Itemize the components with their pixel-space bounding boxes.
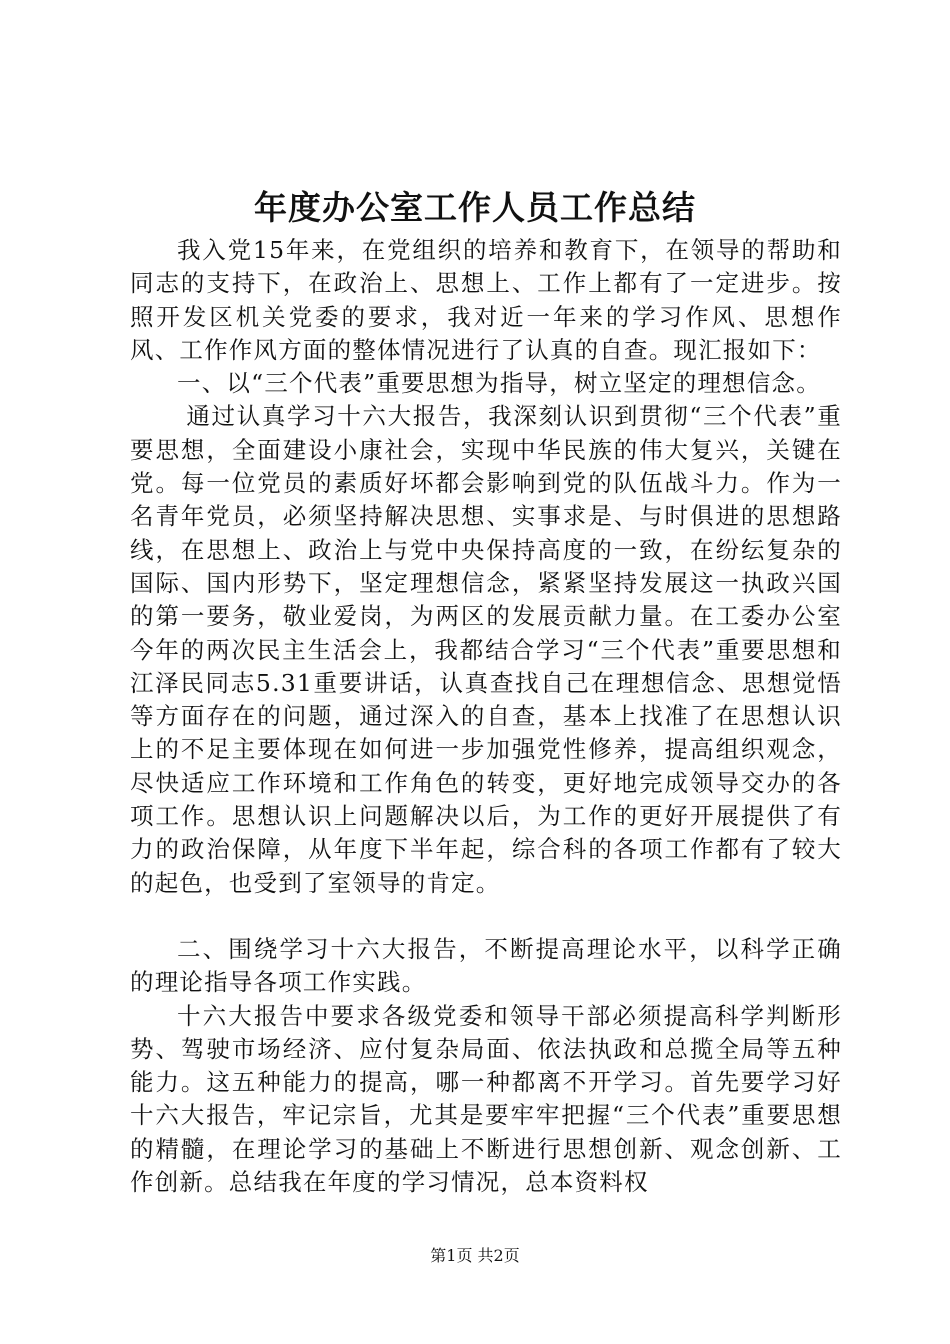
page-number: 第1页 共2页 bbox=[430, 1246, 520, 1265]
paragraph-section-2: 十六大报告中要求各级党委和领导干部必须提高科学判断形势、驾驶市场经济、应付复杂局面、依法执政和总揽全局等五种能力。这五种能力的提高，哪一种都离不开学习。首先要学习好十六大报告，牢记宗旨，尤其是要牢牢把握“三个代表”重要思想的精髓，在理论学习的基础上不断进行思想创新、观念创新、工作创新。总结我在年度的学习情况，总本资料权 bbox=[130, 1001, 842, 1197]
paragraph-section-1: 通过认真学习十六大报告，我深刻认识到贯彻“三个代表”重要思想，全面建设小康社会，实现中华民族的伟大复兴，关键在党。每一位党员的素质好坏都会影响到党的队伍战斗力。作为一名青年党员，必须坚持解决思想、实事求是、与时俱进的思想路线，在思想上、政治上与党中央保持高度的一致，在纷纭复杂的国际、国内形势下，坚定理想信念，紧紧坚持发展这一执政兴国的第一要务，敬业爱岗，为两区的发展贡献力量。在工委办公室今年的两次民主生活会上，我都结合学习“三个代表”重要思想和江泽民同志5.31重要讲话，认真查找自己在理想信念、思想觉悟等方面存在的问题，通过深入的自查，基本上找准了在思想认识上的不足主要体现在如何进一步加强党性修养，提高组织观念，尽快适应工作环境和工作角色的转变，更好地完成领导交办的各项工作。思想认识上问题解决以后，为工作的更好开展提供了有力的政治保障，从年度下半年起，综合科的各项工作都有了较大的起色，也受到了室领导的肯定。 bbox=[130, 402, 842, 897]
document-title: 年度办公室工作人员工作总结 bbox=[254, 188, 696, 227]
paragraph-intro: 我入党15年来，在党组织的培养和教育下，在领导的帮助和同志的支持下，在政治上、思想上、工作上都有了一定进步。按照开发区机关党委的要求，我对近一年来的学习作风、思想作风、工作作风方面的整体情况进行了认真的自查。现汇报如下： bbox=[130, 236, 842, 364]
document-body bbox=[130, 234, 842, 1199]
section-heading-1: 一、以“三个代表”重要思想为指导，树立坚定的理想信念。 bbox=[177, 369, 821, 398]
section-heading-2: 二、围绕学习十六大报告，不断提高理论水平，以科学正确的理论指导各项工作实践。 bbox=[130, 934, 842, 997]
paragraph-spacer bbox=[130, 900, 842, 933]
